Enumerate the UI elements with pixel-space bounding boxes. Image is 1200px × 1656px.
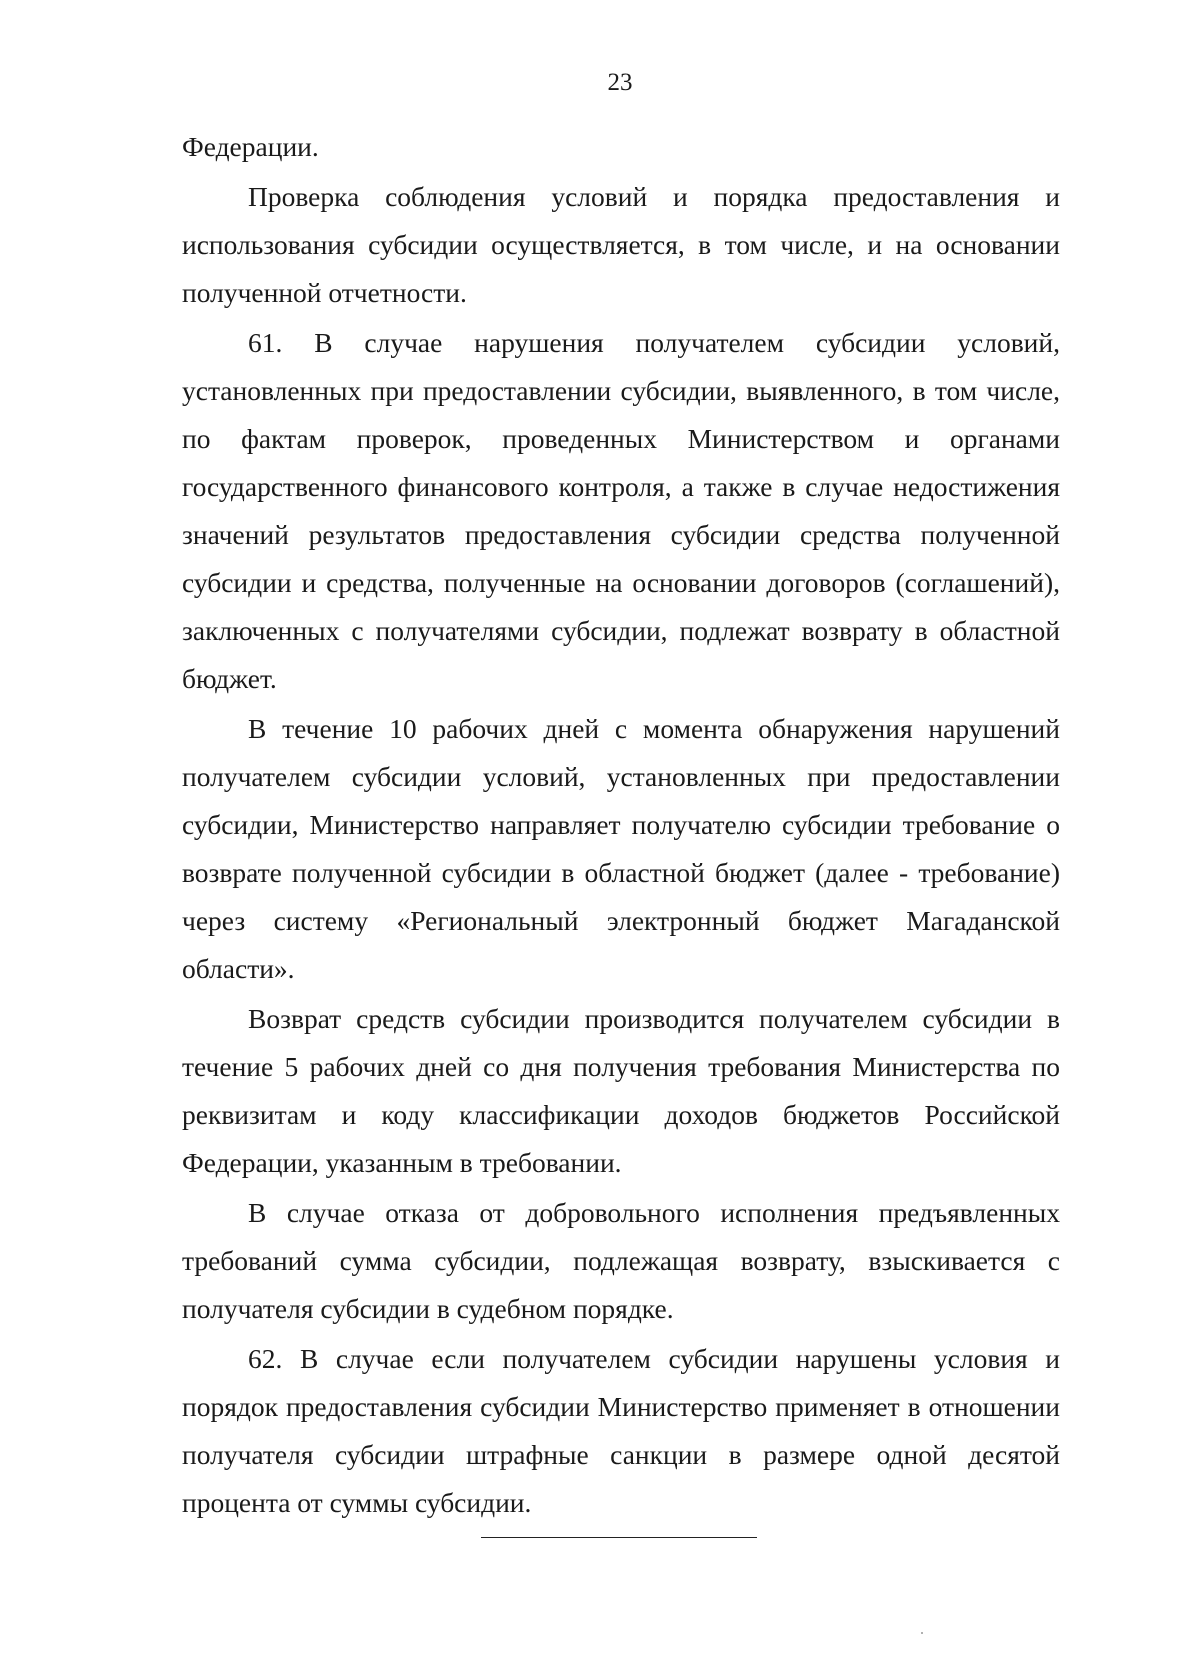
paragraph-verification: Проверка соблюдения условий и порядка предоставления и использования субсидии осуществляется, в том числе, и на основании полученной отчетности. — [182, 181, 1060, 308]
document-body — [182, 123, 1060, 1527]
page-number: 23 — [607, 69, 633, 96]
paragraph-62: 62. В случае если получателем субсидии нарушены условия и порядок предоставления субсидии Министерство применяет в отношении получателя субсидии штрафные санкции в размере одной десятой процента от суммы субсидии. — [182, 1343, 1060, 1518]
paragraph-return-deadline: В течение 10 рабочих дней с момента обнаружения нарушений получателем субсидии условий, установленных при предоставлении субсидии, Министерство направляет получателю субсидии требование о возврате полученной субсидии в областной бюджет (далее - требование) через систему «Региональный электронный бюджет Магаданской области». — [182, 713, 1060, 984]
scan-speck — [921, 1632, 923, 1634]
end-of-document-rule — [481, 1537, 757, 1538]
paragraph-court-recovery: В случае отказа от добровольного исполнения предъявленных требований сумма субсидии, подлежащая возврату, взыскивается с получателя субсидии в судебном порядке. — [182, 1197, 1060, 1324]
paragraph-refund: Возврат средств субсидии производится получателем субсидии в течение 5 рабочих дней со дня получения требования Министерства по реквизитам и коду классификации доходов бюджетов Российской Федерации, указанным в требовании. — [182, 1003, 1060, 1178]
paragraph-continuation: Федерации. — [182, 131, 319, 162]
paragraph-61: 61. В случае нарушения получателем субсидии условий, установленных при предоставлении субсидии, выявленного, в том числе, по фактам проверок, проведенных Министерством и органами государственного финансового контроля, а также в случае недостижения значений результатов предоставления субсидии средства полученной субсидии и средства, полученные на основании договоров (соглашений), заключенных с получателями субсидии, подлежат возврату в областной бюджет. — [182, 327, 1060, 694]
